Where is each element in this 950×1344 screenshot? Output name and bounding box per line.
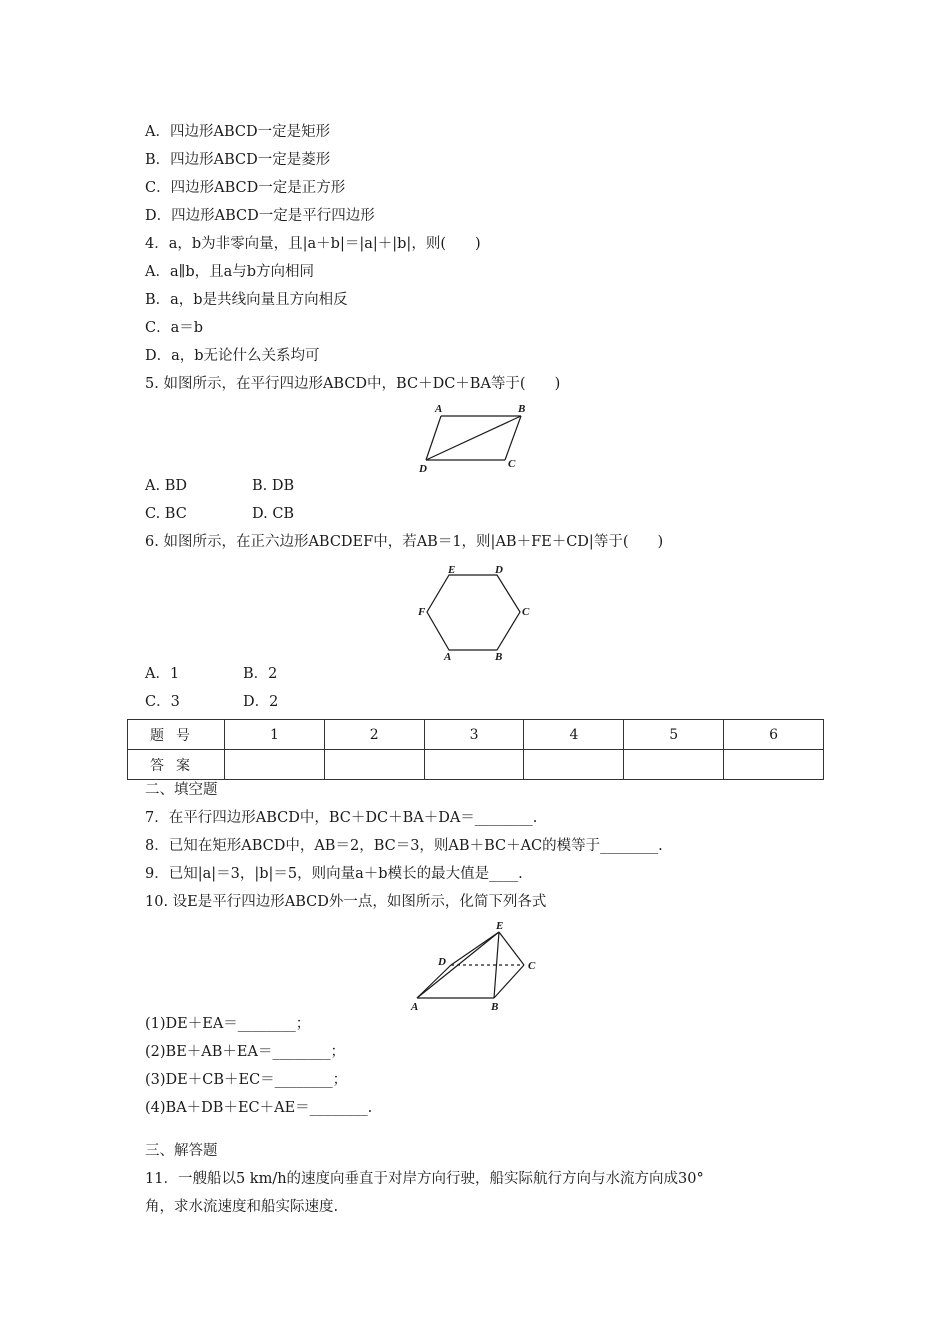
q9: 9．已知|a|＝3，|b|＝5，则向量a＋b模长的最大值是____.	[145, 866, 523, 882]
label-d: D	[419, 463, 427, 475]
q3-option-c: C．四边形ABCD一定是正方形	[145, 180, 346, 196]
label-b: B	[491, 1001, 499, 1013]
pyramid-figure	[405, 918, 550, 1013]
q5-option-b: B. DB	[252, 478, 295, 494]
table-header-answer: 答案	[128, 750, 225, 780]
edge-ec	[499, 932, 524, 965]
label-a: A	[411, 1001, 419, 1013]
q5-option-c: C. BC	[145, 506, 187, 522]
q10-part1: (1)DE＋EA＝________；	[145, 1016, 311, 1032]
q5-option-d: D. CB	[252, 506, 295, 522]
q3-option-b: B．四边形ABCD一定是菱形	[145, 152, 331, 168]
q6-stem: 6. 如图所示，在正六边形ABCDEF中，若AB＝1，则|AB＋FE＋CD|等于( )	[145, 534, 664, 550]
table-cell-number: 4	[524, 720, 624, 750]
table-row-answers	[128, 750, 824, 780]
table-cell-number: 2	[324, 720, 424, 750]
q10-part3: (3)DE＋CB＋EC＝________；	[145, 1072, 348, 1088]
q8: 8．已知在矩形ABCD中，AB＝2，BC＝3，则AB＋BC＋AC的模等于________.	[145, 838, 663, 854]
parallelogram-figure	[415, 400, 535, 478]
label-c: C	[528, 960, 536, 972]
label-e: E	[448, 564, 456, 576]
answer-cell	[524, 750, 624, 780]
q4-option-c: C．a＝b	[145, 320, 204, 336]
q6-option-c: C．3	[145, 694, 180, 710]
q10-part4: (4)BA＋DB＋EC＋AE＝________.	[145, 1100, 373, 1116]
answer-cell	[324, 750, 424, 780]
label-d: D	[438, 956, 446, 968]
q4-option-a: A．a∥b，且a与b方向相同	[145, 264, 315, 280]
q4-stem: 4．a，b为非零向量，且|a＋b|＝|a|＋|b|，则( )	[145, 236, 481, 252]
q4-option-b: B．a，b是共线向量且方向相反	[145, 292, 348, 308]
q7: 7．在平行四边形ABCD中，BC＋DC＋BA＋DA＝________.	[145, 810, 538, 826]
q10-stem: 10. 设E是平行四边形ABCD外一点，如图所示，化简下列各式	[145, 894, 547, 910]
edge-ea	[417, 932, 499, 998]
table-header-number: 题号	[128, 720, 225, 750]
label-f: F	[418, 606, 426, 618]
edge-ed	[451, 932, 499, 965]
q3-option-d: D．四边形ABCD一定是平行四边形	[145, 208, 375, 224]
hexagon-figure	[412, 560, 542, 665]
table-row-numbers	[128, 720, 824, 750]
label-d: D	[495, 564, 503, 576]
label-a: A	[444, 651, 452, 663]
hexagon-outline	[427, 575, 520, 650]
q4-option-d: D．a，b无论什么关系均可	[145, 348, 320, 364]
section2-title: 二、填空题	[145, 782, 218, 798]
edge-bc	[494, 965, 524, 998]
answer-cell	[624, 750, 724, 780]
q11-line1: 11．一艘船以5 km/h的速度向垂直于对岸方向行驶，船实际航行方向与水流方向成30°	[145, 1171, 704, 1187]
diagonal-db	[426, 416, 521, 460]
table-cell-number: 1	[225, 720, 325, 750]
label-c: C	[522, 606, 530, 618]
q5-stem: 5. 如图所示，在平行四边形ABCD中，BC＋DC＋BA等于( )	[145, 376, 561, 392]
answer-cell	[724, 750, 824, 780]
answer-cell	[225, 750, 325, 780]
answer-table	[127, 719, 824, 780]
label-a: A	[435, 403, 443, 415]
q6-option-a: A．1	[145, 666, 180, 682]
q11-line2: 角，求水流速度和船实际速度.	[145, 1199, 339, 1215]
edge-da	[426, 416, 441, 460]
q3-option-a: A．四边形ABCD一定是矩形	[145, 124, 331, 140]
answer-cell	[424, 750, 524, 780]
q6-option-d: D．2	[243, 694, 279, 710]
edge-ad	[417, 965, 451, 998]
q5-option-a: A. BD	[145, 478, 187, 494]
label-b: B	[518, 403, 526, 415]
q10-part2: (2)BE＋AB＋EA＝________；	[145, 1044, 345, 1060]
table-cell-number: 5	[624, 720, 724, 750]
label-e: E	[496, 920, 504, 932]
label-c: C	[508, 458, 516, 470]
section3-title: 三、解答题	[145, 1143, 218, 1159]
label-b: B	[495, 651, 503, 663]
table-cell-number: 3	[424, 720, 524, 750]
table-cell-number: 6	[724, 720, 824, 750]
q6-option-b: B．2	[243, 666, 278, 682]
